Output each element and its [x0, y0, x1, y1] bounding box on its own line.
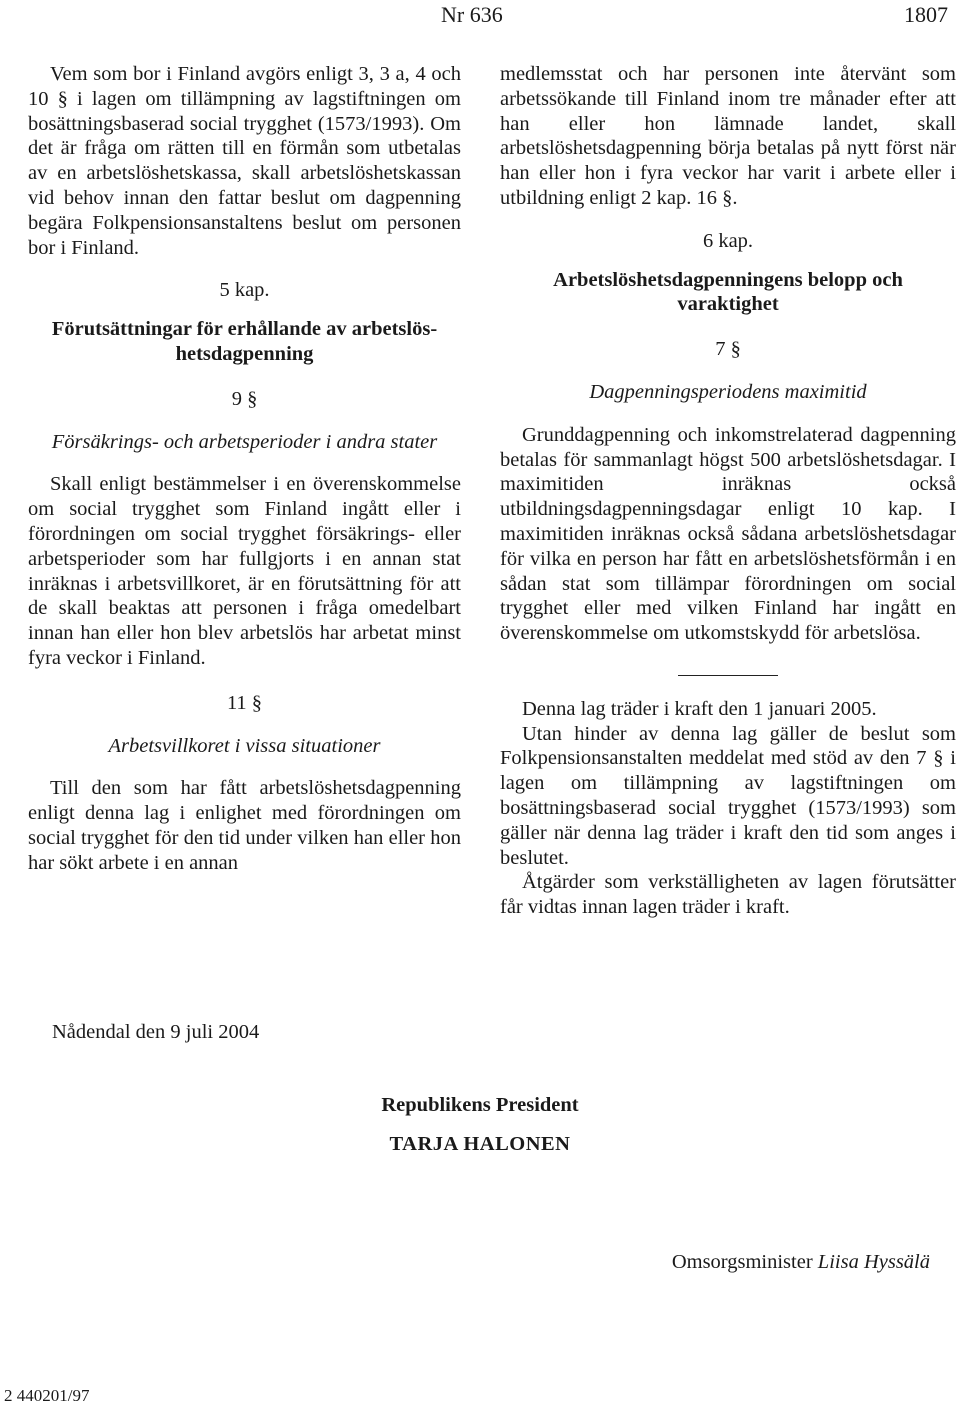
section-9-label: 9 § [231, 387, 258, 410]
page-number: 1807 [904, 2, 948, 27]
intro-paragraph: Vem som bor i Finland avgörs enligt 3, 3 a, 4 och 10 § i lagen om tillämpning av lagstiftningen om bosättningsbaserad social trygghet (1573/1993). Om det är fråga om rätten till en förmån som utbetalas av en arbetslöshetskassa, skall arbetslöshetskassan vid behov innan den fattar beslut om dagpenning begära Folkpensionsanstaltens beslut om personen bor i Finland. [28, 63, 461, 259]
president-name: TARJA HALONEN [389, 1133, 571, 1155]
chapter-6-heading: Arbetslöshetsdagpenningens belopp och varaktighet [553, 268, 903, 316]
section-7-label: 7 § [715, 338, 741, 361]
place-and-date: Nådendal den 9 juli 2004 [52, 1021, 260, 1043]
transitional-provision-1: Utan hinder av denna lag gäller de beslut som Folkpensionsanstalten meddelat med stöd av den 7 § i lagen om tillämpning av lagstiftningen om bosättningsbaserad social trygghet (1573/1993) som gäller när denna lag träder i kraft den tid som anges i beslutet. [500, 722, 956, 869]
entry-into-force: Denna lag träder i kraft den 1 januari 2005. [522, 697, 877, 720]
right-column [500, 62, 956, 920]
continuation-paragraph: medlemsstat och har personen inte återvänt som arbetssökande till Finland inom tre månader efter att han eller hon lämnade landet, skall arbetslöshetsdagpenning börja betalas på nytt först när han eller hon i fyra veckor har varit i arbete eller i utbildning enligt 2 kap. 16 §. [500, 63, 956, 209]
section-9-title: Försäkrings- och arbetsperioder i andra stater [51, 430, 438, 453]
section-9-text: Skall enligt bestämmelser i en överenskommelse om social trygghet som Finland ingått eller i förordningen om social trygghet försäkrings- eller arbetsperioder som har fullgjorts i en annan stat inräknas i arbetsvillkoret, är en förutsättning för att de skall beaktas att personen i fråga omedelbart innan han eller hon blev arbetslös har arbetat minst fyra veckor i Finland. [28, 473, 461, 669]
president-title: Republikens President [381, 1094, 579, 1116]
transitional-provision-2: Åtgärder som verkställigheten av lagen förutsätter får vidtas innan lagen träder i kraft. [500, 871, 956, 919]
minister-title: Omsorgsminister [671, 1251, 813, 1273]
issue-number: Nr 636 [441, 2, 503, 27]
chapter-5-heading: Förutsättningar för erhållande av arbetslöshetsdagpenning [51, 318, 438, 365]
chapter-6-label: 6 kap. [702, 229, 754, 252]
minister-name: Liisa Hyssälä [817, 1251, 930, 1273]
section-11-label: 11 § [226, 691, 263, 714]
separator-rule [500, 658, 956, 683]
section-7-title: Dagpenningsperiodens maximitid [589, 380, 867, 403]
minister-signature [672, 1251, 930, 1274]
page-header [0, 0, 960, 30]
section-11-title: Arbetsvillkoret i vissa situationer [108, 734, 381, 757]
footer-code: 2 440201/97 [4, 1386, 90, 1405]
left-column [28, 62, 461, 876]
section-7-text: Grunddagpenning och inkomstrelaterad dagpenning betalas för sammanlagt högst 500 arbetslöshetsdagar. I maximitiden inräknas också utbildningsdagpenningsdagar enligt 10 kap. I maximitiden inräknas också sådana arbetslöshetsdagar för vilka en person har fått en arbetslöshetsförmån i en sådan stat som tillämpar förordningen om social trygghet eller med vilken Finland har ingått en överenskommelse om utkomstskydd för arbetslösa. [500, 423, 956, 645]
section-11-text: Till den som har fått arbetslöshetsdagpenning enligt denna lag i enlighet med förordningen om social trygghet för den tid under vilken han eller hon har sökt arbete i en annan [28, 777, 461, 874]
chapter-5-label: 5 kap. [219, 279, 270, 302]
